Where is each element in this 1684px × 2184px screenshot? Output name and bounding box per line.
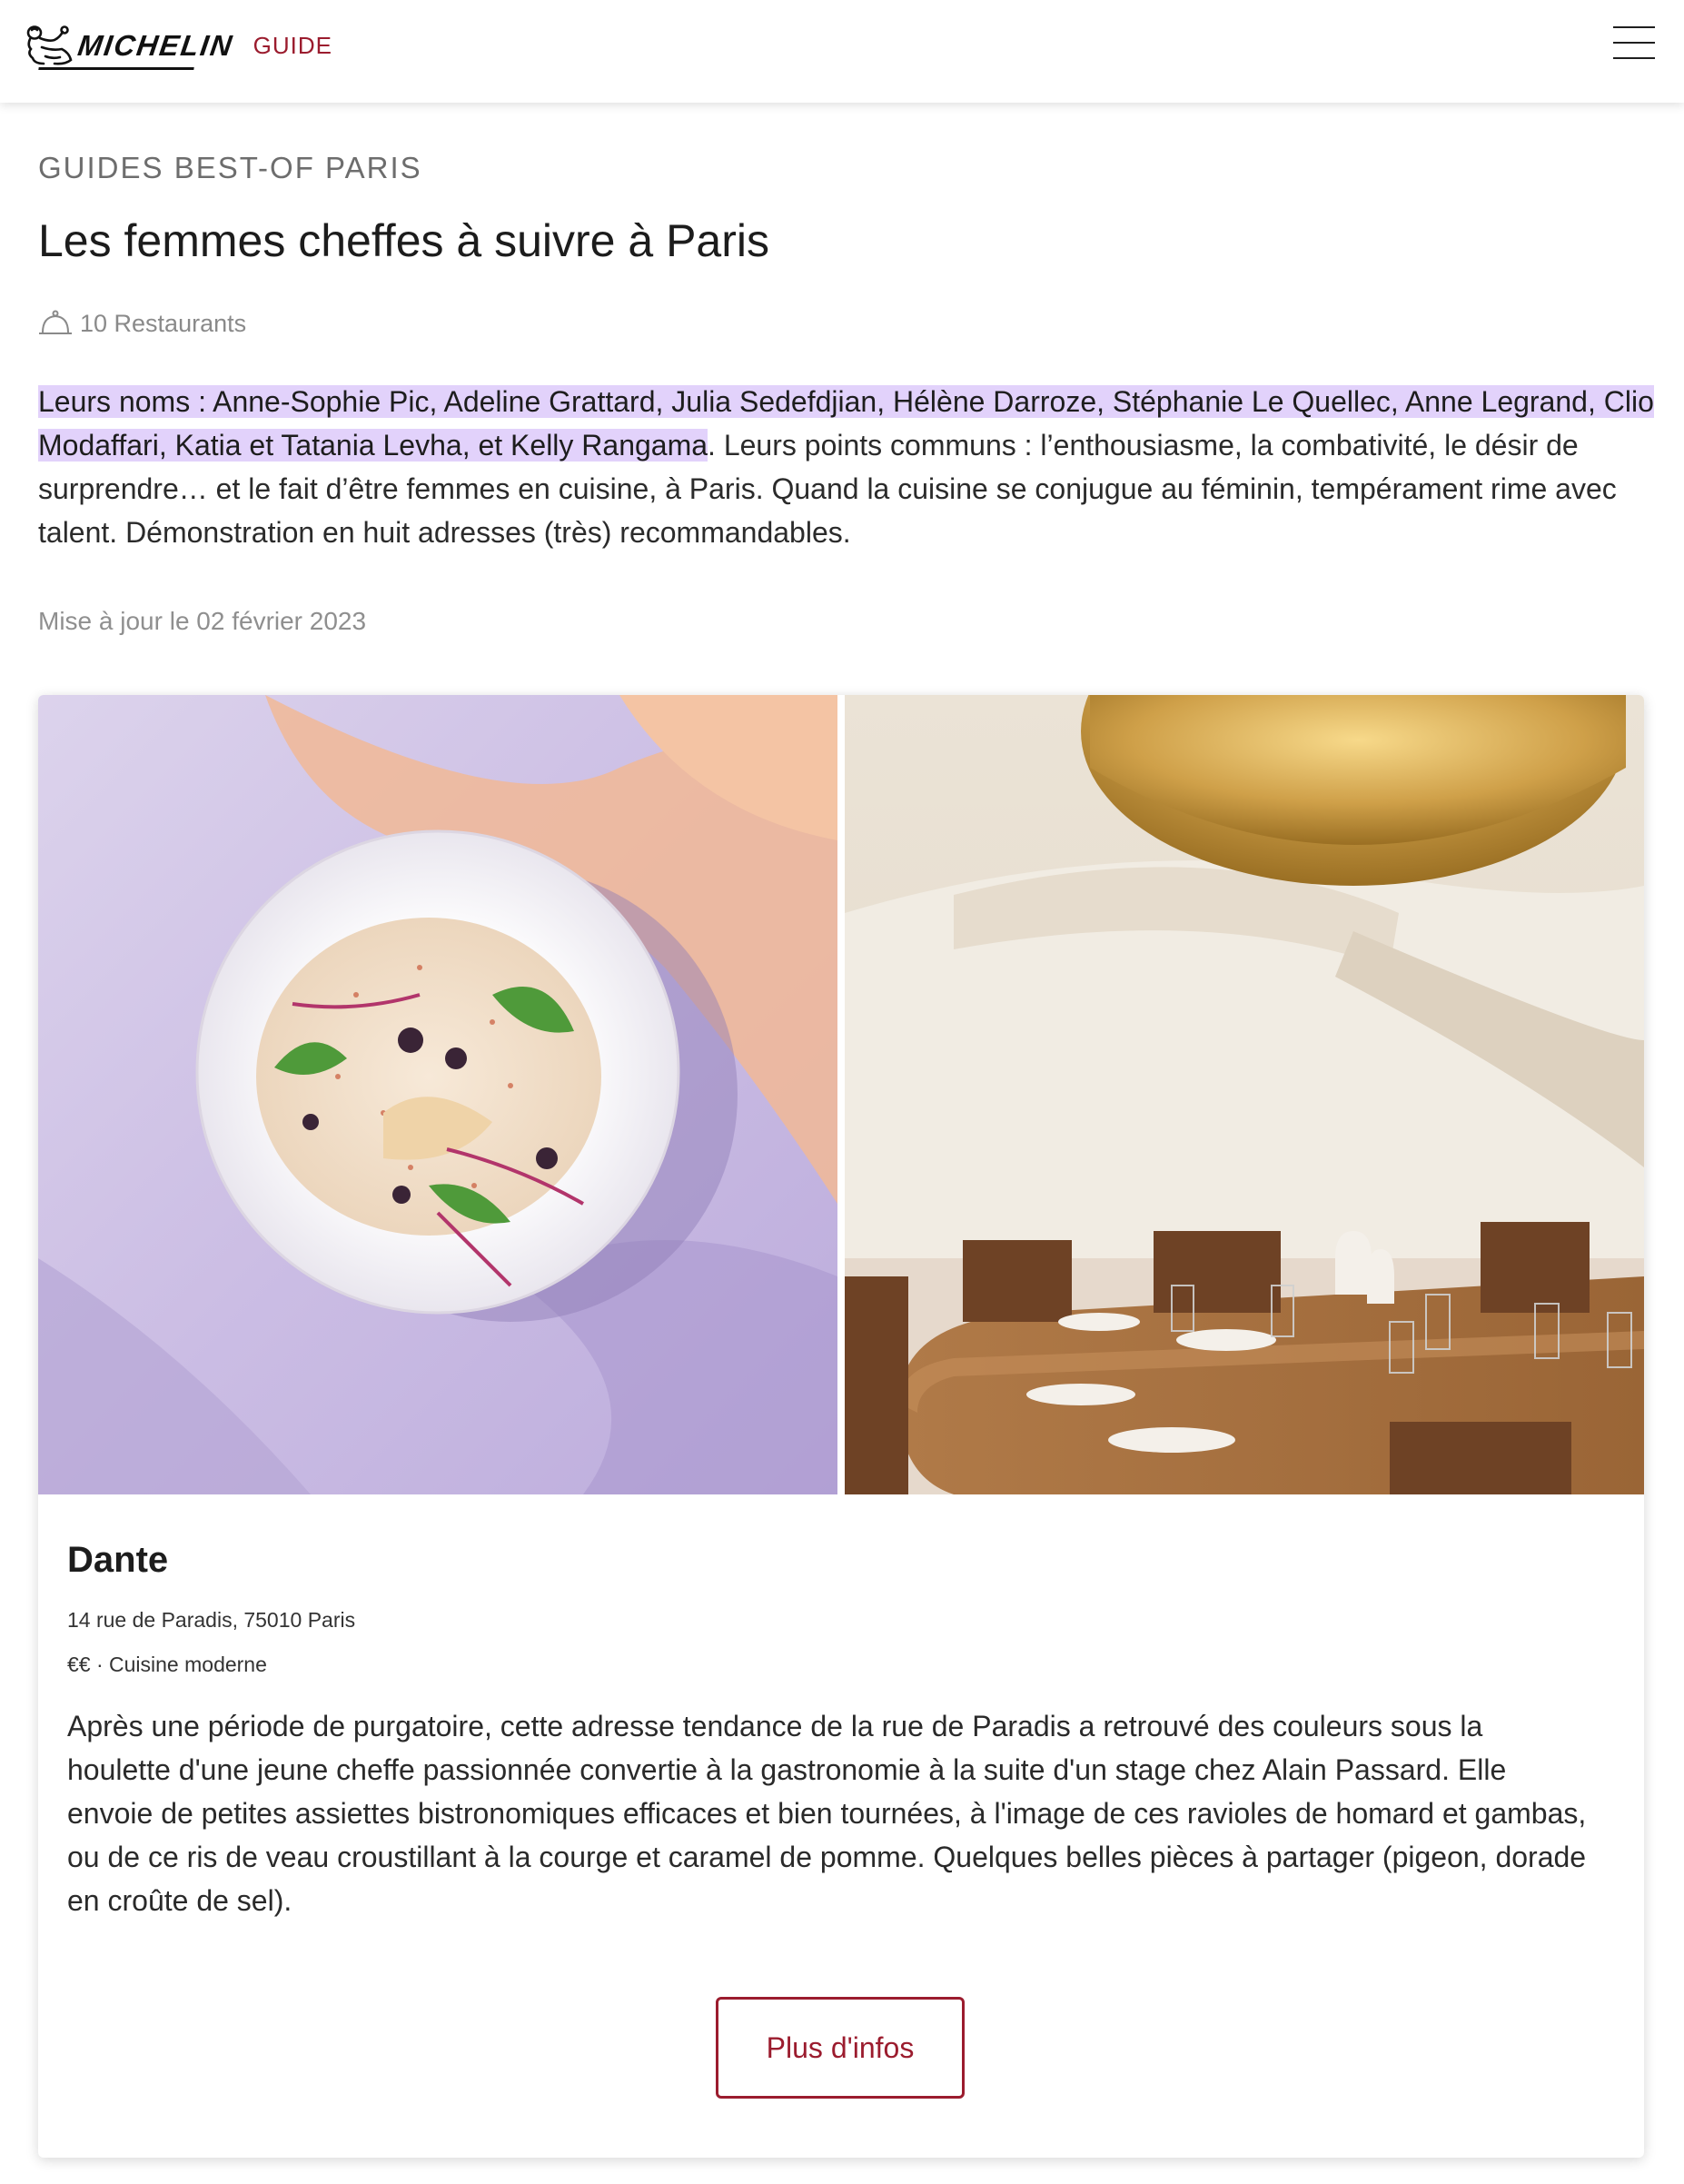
restaurant-card (38, 695, 1644, 2158)
dish-photo[interactable] (38, 695, 837, 1494)
restaurant-description: Après une période de purgatoire, cette adresse tendance de la rue de Paradis a retrouvé des couleurs sous la houlette d'une jeune cheffe passionnée convertie à la gastronomie à la suite d'un stage chez Alain Passard. Elle envoie de petites assiettes bistronomiques efficaces et bien tournées, à l'image de ces ravioles de homard et gambas, ou de ce ris de veau croustillant à la courge et caramel de pomme. Quelques belles pièces à partager (pigeon, dorade en croûte de sel). (67, 1710, 1587, 1917)
dish-illustration (38, 695, 837, 1494)
breadcrumb[interactable]: GUIDES BEST-OF PARIS (38, 151, 422, 184)
updated-date: Mise à jour le 02 février 2023 (38, 607, 367, 635)
restaurant-count (38, 309, 246, 338)
interior-photo[interactable] (845, 695, 1644, 1494)
interior-illustration (845, 695, 1644, 1494)
page-title: Les femmes cheffes à suivre à Paris (38, 215, 769, 266)
intro-paragraph (38, 380, 1655, 554)
michelin-guide-logo[interactable] (22, 22, 332, 69)
restaurant-address: 14 rue de Paradis, 75010 Paris (67, 1608, 356, 1632)
guide-label: GUIDE (253, 31, 332, 59)
restaurant-info (67, 1540, 1611, 1922)
more-info-button[interactable]: Plus d'infos (716, 1997, 965, 2099)
intro-highlight: Leurs noms : Anne-Sophie Pic, Adeline Grattard, Julia Sedefdjian, Hélène Darroze, Stéphanie Le Quellec, Anne Legrand, Clio Modaffari, Katia et Tatania Levha, et Kelly Rangama (38, 385, 1654, 462)
cloche-icon (38, 309, 73, 338)
intro-text: . Leurs points communs : l’enthousiasme, la combativité, le désir de surprendre… et le fait d’être femmes en cuisine, à Paris. Quand la cuisine se conjugue au féminin, tempérament rime avec talent. Démonstration en huit adresses (très) recommandables. (38, 429, 1617, 549)
michelin-bib-icon (22, 22, 76, 69)
brand-wordmark: MICHELIN (75, 28, 236, 62)
site-header (0, 0, 1684, 103)
restaurant-name[interactable]: Dante (67, 1540, 169, 1580)
restaurant-price-cuisine: €€ · Cuisine moderne (67, 1653, 267, 1676)
restaurant-count-label: 10 Restaurants (80, 309, 247, 337)
hamburger-menu-icon[interactable] (1613, 25, 1655, 61)
